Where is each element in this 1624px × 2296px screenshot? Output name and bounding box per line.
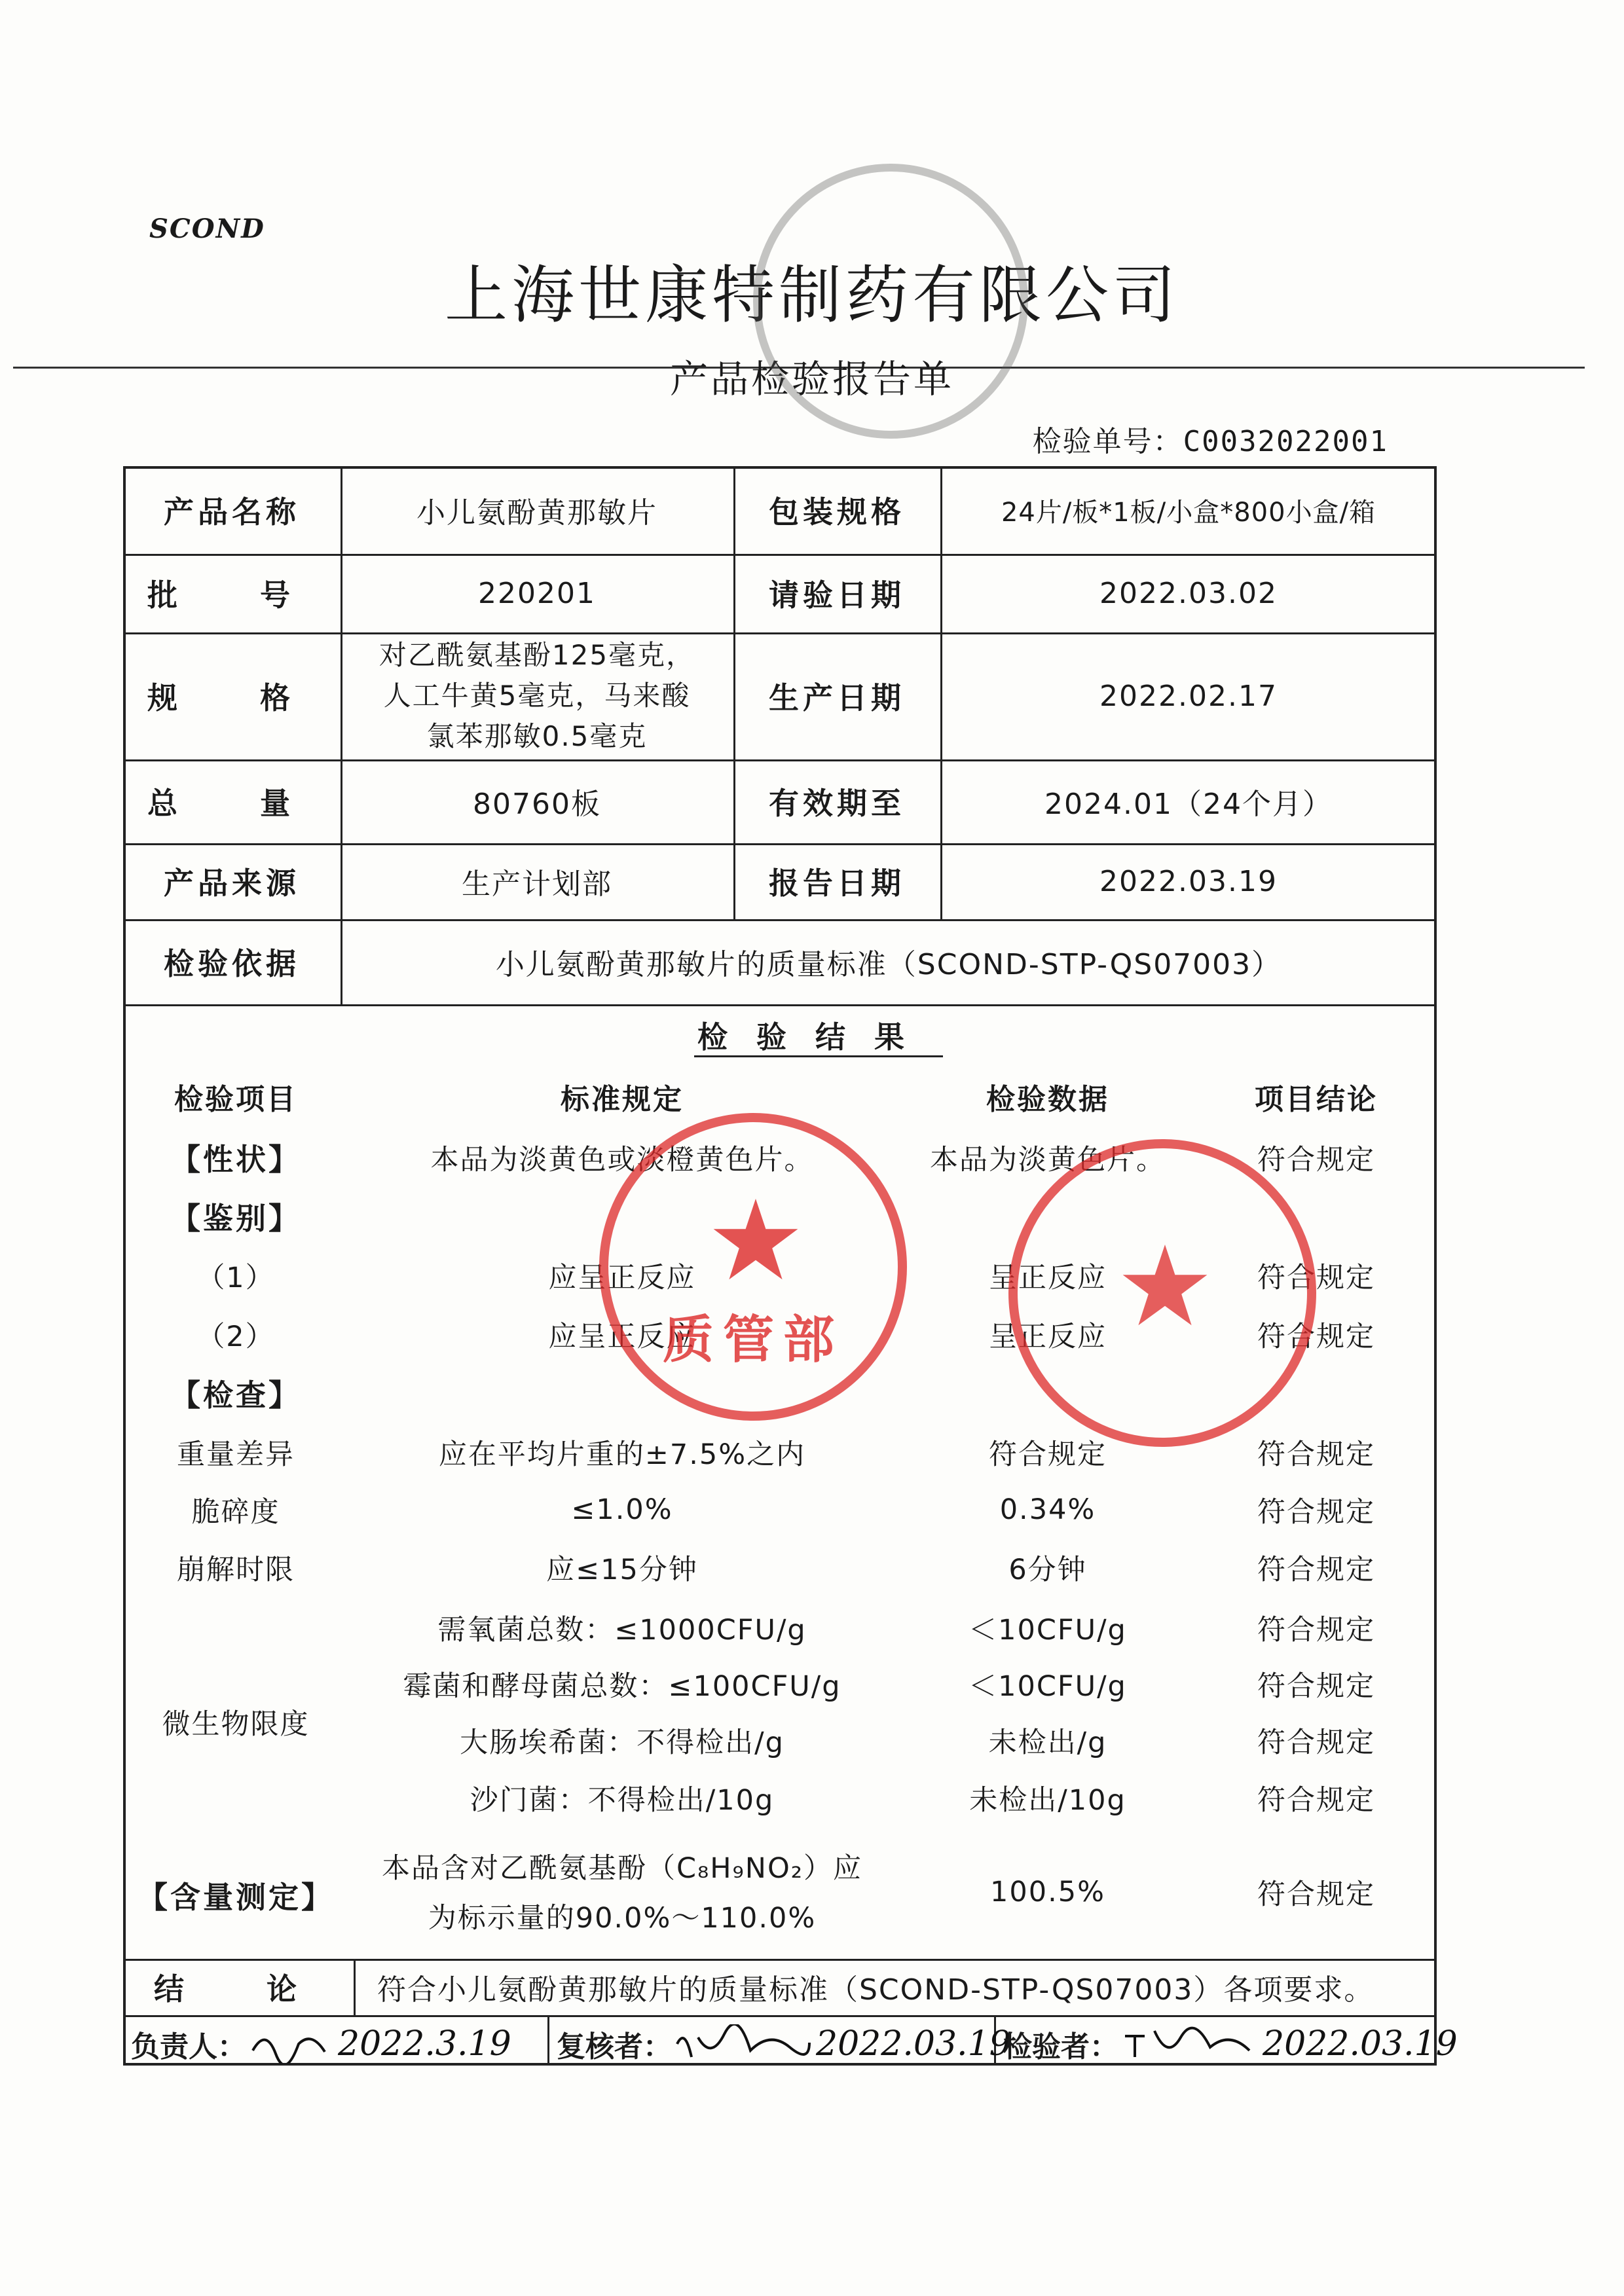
standard-assay-line: 本品含对乙酰氨基酚（C₈H₉NO₂）应 [381, 1852, 863, 1885]
product-name: 小儿氨酚黄那敏片 [416, 496, 657, 530]
item-weight-variation: 重量差异 [177, 1438, 295, 1471]
reviewer-label: 复核者： [557, 2030, 672, 2064]
conclusion-text: 符合小儿氨酚黄那敏片的质量标准（SCOND-STP-QS07003）各项要求。 [377, 1973, 1375, 2007]
conclusion-friability: 符合规定 [1257, 1495, 1375, 1529]
data-friability: 0.34% [999, 1493, 1096, 1526]
item-friability: 脆碎度 [191, 1495, 280, 1529]
item-disintegration: 崩解时限 [177, 1553, 295, 1586]
product-source: 生产计划部 [462, 867, 612, 901]
batch-number: 220201 [478, 576, 596, 610]
item-identification-2: （2） [196, 1320, 275, 1353]
report-date-label: 报告日期 [769, 866, 905, 901]
total-quantity: 80760板 [473, 788, 601, 821]
source-label: 产品来源 [164, 866, 300, 901]
standard-disintegration: 应≤15分钟 [546, 1553, 698, 1586]
reviewer-date: 2022.03.19 [816, 2024, 1011, 2064]
conclusion-aerobic-count: 符合规定 [1257, 1613, 1375, 1647]
col-header-standard: 标准规定 [561, 1083, 684, 1116]
conclusion-identification-2: 符合规定 [1257, 1320, 1375, 1353]
item-identification-1: （1） [196, 1261, 275, 1294]
results-title-underline [694, 1055, 943, 1057]
handwritten-signature [1118, 2024, 1263, 2064]
report-date: 2022.03.19 [1099, 864, 1278, 898]
data-aerobic-count: ＜10CFU/g [969, 1613, 1127, 1647]
item-tests: 【检查】 [170, 1377, 301, 1413]
row-divider [123, 1004, 1437, 1006]
conclusion-salmonella: 符合规定 [1257, 1783, 1375, 1817]
report-title: 产品检验报告单 [669, 357, 954, 401]
data-mold-yeast: ＜10CFU/g [969, 1669, 1127, 1703]
standard-weight-variation: 应在平均片重的±7.5%之内 [438, 1438, 806, 1471]
data-assay: 100.5% [990, 1876, 1105, 1908]
brand-mark: SCOND [149, 213, 265, 244]
data-disintegration: 6分钟 [1008, 1553, 1087, 1586]
package-label: 包装规格 [769, 494, 905, 530]
production-date-label: 生产日期 [769, 680, 905, 716]
inspector-date: 2022.03.19 [1263, 2024, 1458, 2064]
standard-identification-2: 应呈正反应 [548, 1320, 696, 1353]
data-identification-1: 呈正反应 [989, 1261, 1107, 1294]
production-date: 2022.02.17 [1099, 679, 1278, 713]
standard-ecoli: 大肠埃希菌：不得检出/g [460, 1726, 784, 1759]
standard-salmonella: 沙门菌：不得检出/10g [470, 1783, 775, 1817]
col-header-conclusion: 项目结论 [1255, 1083, 1378, 1116]
standard-aerobic-count: 需氧菌总数：≤1000CFU/g [437, 1613, 807, 1647]
data-weight-variation: 符合规定 [989, 1438, 1107, 1471]
item-microbial-limits: 微生物限度 [162, 1707, 310, 1741]
inspector-signature [1003, 2024, 1458, 2064]
standard-friability: ≤1.0% [571, 1493, 673, 1526]
conclusion-appearance: 符合规定 [1257, 1143, 1375, 1176]
results-title: 检 验 结 果 [697, 1019, 914, 1055]
handwritten-signature [672, 2024, 816, 2064]
data-ecoli: 未检出/g [988, 1726, 1107, 1759]
total-label: 总 量 [147, 786, 316, 821]
inspection-seal [1008, 1139, 1316, 1447]
package-spec: 24片/板*1板/小盒*800小盒/箱 [1001, 497, 1376, 528]
spec-line: 人工牛黄5毫克，马来酸 [383, 680, 691, 712]
standard-mold-yeast: 霉菌和酵母菌总数：≤100CFU/g [403, 1669, 841, 1703]
batch-label: 批 号 [147, 577, 316, 613]
request-date: 2022.03.02 [1099, 576, 1278, 610]
data-identification-2: 呈正反应 [989, 1320, 1107, 1353]
standard-assay [367, 1841, 877, 1946]
reviewer-signature [557, 2024, 1011, 2064]
standard-identification-1: 应呈正反应 [548, 1261, 696, 1294]
conclusion-weight-variation: 符合规定 [1257, 1438, 1375, 1471]
col-header-data: 检验数据 [986, 1083, 1109, 1116]
company-name: 上海世康特制药有限公司 [445, 259, 1179, 332]
col-divider [547, 2015, 549, 2066]
col-header-item: 检验项目 [174, 1083, 297, 1116]
expiry-label: 有效期至 [769, 786, 905, 821]
inspection-basis: 小儿氨酚黄那敏片的质量标准（SCOND-STP-QS07003） [495, 948, 1282, 981]
qc-department-stamp [599, 1113, 907, 1421]
responsible-label: 负责人： [131, 2030, 246, 2064]
conclusion-ecoli: 符合规定 [1257, 1726, 1375, 1759]
spec-line: 氯苯那敏0.5毫克 [426, 720, 648, 752]
conclusion-label: 结 论 [154, 1971, 323, 2007]
expiry-date: 2024.01（24个月） [1044, 788, 1333, 821]
company-seal-gray [753, 164, 1028, 439]
conclusion-assay: 符合规定 [1257, 1878, 1375, 1911]
request-date-label: 请验日期 [769, 577, 905, 613]
conclusion-mold-yeast: 符合规定 [1257, 1669, 1375, 1703]
inspector-label: 检验者： [1003, 2030, 1118, 2064]
stamp-department-text: 质管部 [662, 1311, 843, 1370]
report-number-value: C0032022001 [1183, 425, 1388, 458]
responsible-signature [131, 2024, 511, 2064]
item-assay: 【含量测定】 [138, 1880, 334, 1915]
item-appearance: 【性状】 [170, 1142, 301, 1177]
star-icon [1119, 1240, 1211, 1332]
spec-line: 对乙酰氨基酚125毫克， [378, 639, 695, 671]
standard-appearance: 本品为淡黄色或淡橙黄色片。 [430, 1143, 814, 1176]
handwritten-signature [246, 2024, 338, 2064]
product-name-label: 产品名称 [164, 494, 300, 530]
conclusion-identification-1: 符合规定 [1257, 1261, 1375, 1294]
responsible-date: 2022.3.19 [338, 2024, 511, 2064]
data-salmonella: 未检出/10g [969, 1783, 1126, 1817]
item-identification: 【鉴别】 [170, 1201, 301, 1236]
spec-value [341, 632, 733, 759]
basis-label: 检验依据 [164, 946, 300, 981]
spec-label: 规 格 [147, 680, 316, 716]
star-icon [710, 1194, 802, 1286]
data-appearance: 本品为淡黄色片。 [930, 1143, 1166, 1176]
row-divider [123, 2015, 1437, 2017]
report-number [1033, 418, 1388, 460]
conclusion-disintegration: 符合规定 [1257, 1553, 1375, 1586]
report-number-label: 检验单号： [1032, 425, 1183, 458]
standard-assay-line: 为标示量的90.0%～110.0% [428, 1902, 817, 1935]
